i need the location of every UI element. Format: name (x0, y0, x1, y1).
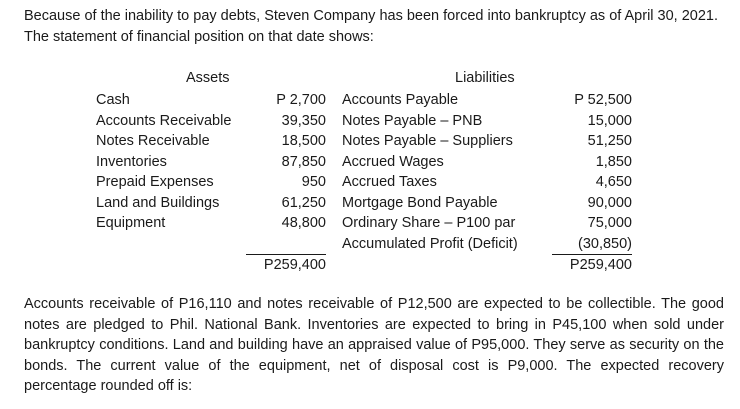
asset-amount: 18,500 (281, 133, 326, 149)
asset-amount: 950 (301, 174, 326, 190)
asset-label: Equipment (96, 215, 166, 231)
asset-label: Cash (96, 92, 130, 108)
asset-amount: 61,250 (281, 194, 326, 211)
liabilities-total: P259,400 (569, 257, 632, 273)
assets-header: Assets (186, 70, 230, 86)
liability-label: Notes Payable – Suppliers (342, 133, 513, 149)
asset-label: Inventories (96, 153, 167, 170)
intro-paragraph: Because of the inability to pay debts, Steven Company has been forced into bankruptcy as of April 30, 2021. The statement of financial position on that date shows: (24, 8, 719, 45)
liability-label: Ordinary Share – P100 par (342, 215, 516, 231)
asset-amount: 87,850 (281, 153, 326, 170)
asset-amount: 48,800 (281, 215, 326, 231)
liability-label: Mortgage Bond Payable (342, 194, 498, 211)
liability-amount: 75,000 (587, 215, 632, 231)
asset-label: Land and Buildings (96, 194, 220, 211)
asset-label: Accounts Receivable (96, 112, 232, 129)
asset-amount: P 2,700 (276, 92, 326, 108)
liability-amount: 15,000 (587, 112, 632, 129)
liability-amount: 51,250 (587, 133, 632, 149)
asset-label: Notes Receivable (96, 133, 210, 149)
liability-amount: (30,850) (577, 235, 632, 252)
liability-label: Accounts Payable (342, 92, 459, 108)
asset-label: Prepaid Expenses (96, 174, 214, 190)
liability-label: Accrued Taxes (342, 174, 437, 190)
asset-amount: 39,350 (281, 112, 326, 129)
liability-amount: 4,650 (595, 174, 632, 190)
liability-amount: 90,000 (587, 194, 632, 211)
question-paragraph: Accounts receivable of P16,110 and notes receivable of P12,500 are expected to be collectible. The good notes are pledged to Phil. National Bank. Inventories are expected to bring in P45,100 when sold under bankruptcy conditions. Land and building have an appraised value of P95,000. They serve as security on the bonds. The current value of the equipment, net of disposal cost is P9,000. The expected recovery percentage rounded off is: (24, 296, 724, 394)
liability-label: Notes Payable – PNB (342, 112, 483, 129)
liability-label: Accumulated Profit (Deficit) (342, 235, 518, 252)
liability-amount: P 52,500 (574, 92, 632, 108)
liability-amount: 1,850 (595, 153, 632, 170)
assets-total: P259,400 (263, 257, 326, 273)
liability-label: Accrued Wages (342, 153, 444, 170)
liabilities-header: Liabilities (455, 70, 515, 86)
